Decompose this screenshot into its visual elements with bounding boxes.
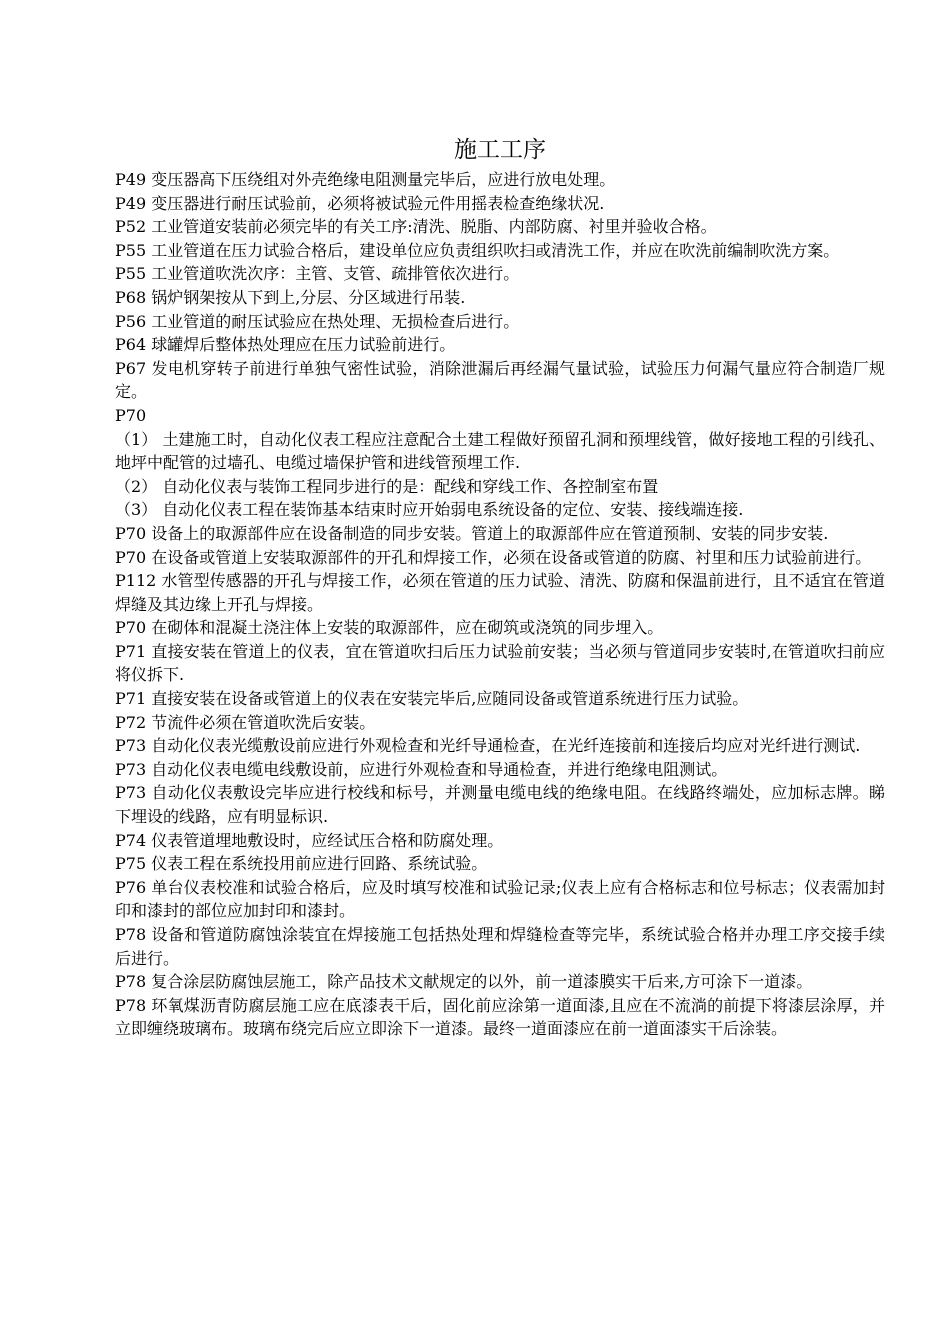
paragraph: P70 在砌体和混凝土浇注体上安装的取源部件，应在砌筑或浇筑的同步埋入。 [115,618,664,638]
paragraph: P70 在设备或管道上安装取源部件的开孔和焊接工作，必须在设备或管道的防腐、衬里和压力试验前进行。 [115,547,872,567]
paragraph: P71 直接安装在设备或管道上的仪表在安装完毕后,应随同设备或管道系统进行压力试验。 [115,689,749,709]
paragraph: P68 锅炉钢架按从下到上,分层、分区域进行吊装. [115,287,466,307]
document-body [115,168,885,1041]
paragraph: P49 变压器进行耐压试验前，必须将被试验元件用摇表检查绝缘状况. [115,193,605,213]
paragraph: P73 自动化仪表电缆电线敷设前，应进行外观检查和导通检查，并进行绝缘电阻测试。 [115,759,728,779]
paragraph: P72 节流件必须在管道吹洗后安装。 [115,712,376,732]
paragraph: P78 环氧煤沥青防腐层施工应在底漆表干后，固化前应涂第一道面漆,且应在不流淌的前提下将漆层涂厚，并立即缠绕玻璃布。玻璃布绕完后应立即涂下一道漆。最终一道面漆应在前一道面漆实干后涂装。 [115,995,885,1039]
paragraph: P74 仪表管道埋地敷设时，应经试压合格和防腐处理。 [115,830,504,850]
paragraph: （2） 自动化仪表与装饰工程同步进行的是：配线和穿线工作、各控制室布置 [115,476,659,496]
paragraph: P78 复合涂层防腐蚀层施工，除产品技术文献规定的以外，前一道漆膜实干后来,方可涂下一道漆。 [115,972,813,992]
paragraph: P76 单台仪表校准和试验合格后，应及时填写校准和试验记录;仪表上应有合格标志和位号标志；仪表需加封印和漆封的部位应加封印和漆封。 [115,877,885,921]
paragraph: P73 自动化仪表光缆敷设前应进行外观检查和光纤导通检查，在光纤连接前和连接后均应对光纤进行测试. [115,736,861,756]
paragraph: P71 直接安装在管道上的仪表，宜在管道吹扫后压力试验前安装；当必须与管道同步安装时,在管道吹扫前应将仪拆下. [115,641,885,685]
paragraph: P55 工业管道在压力试验合格后，建设单位应负责组织吹扫或清洗工作，并应在吹洗前编制吹洗方案。 [115,240,840,260]
paragraph: P75 仪表工程在系统投用前应进行回路、系统试验。 [115,854,488,874]
document-title: 施工工序 [454,137,546,163]
document-page [115,134,885,1041]
paragraph: P78 设备和管道防腐蚀涂装宜在焊接施工包括热处理和焊缝检查等完毕，系统试验合格并办理工序交接手续后进行。 [115,925,885,968]
paragraph: P52 工业管道安装前必须完毕的有关工序:清洗、脱脂、内部防腐、衬里并验收合格。 [115,217,717,237]
paragraph: P55 工业管道吹洗次序：主管、支管、疏排管依次进行。 [115,264,520,284]
paragraph: （3） 自动化仪表工程在装饰基本结束时应开始弱电系统设备的定位、安装、接线端连接. [115,500,744,520]
paragraph: P67 发电机穿转子前进行单独气密性试验，消除泄漏后再经漏气量试验，试验压力何漏气量应符合制造厂规定。 [115,358,885,402]
paragraph: P70 设备上的取源部件应在设备制造的同步安装。管道上的取源部件应在管道预制、安装的同步安装. [115,523,829,543]
paragraph: P56 工业管道的耐压试验应在热处理、无损检查后进行。 [115,311,520,331]
paragraph: （1） 土建施工时，自动化仪表工程应注意配合土建工程做好预留孔洞和预埋线管，做好接地工程的引线孔、地坪中配管的过墙孔、电缆过墙保护管和进线管预埋工作. [115,429,885,473]
paragraph: P112 水管型传感器的开孔与焊接工作，必须在管道的压力试验、清洗、防腐和保温前进行，且不适宜在管道焊缝及其边缘上开孔与焊接。 [115,571,885,614]
paragraph: P49 变压器高下压绕组对外壳绝缘电阻测量完毕后，应进行放电处理。 [115,170,616,189]
paragraph: P73 自动化仪表敷设完毕应进行校线和标号，并测量电缆电线的绝缘电阻。在线路终端处，应加标志牌。睇下埋设的线路，应有明显标识. [115,783,885,827]
paragraph: P64 球罐焊后整体热处理应在压力试验前进行。 [115,335,456,355]
paragraph: P70 [115,405,147,425]
